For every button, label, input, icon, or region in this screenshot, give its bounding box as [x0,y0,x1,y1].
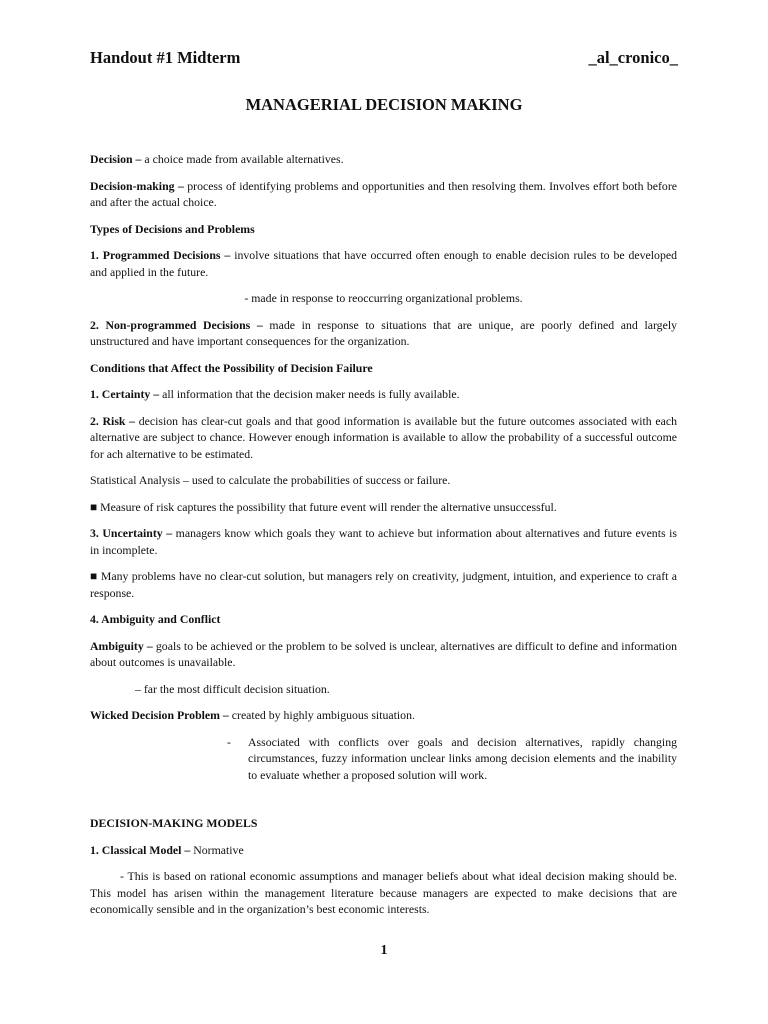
document-body [90,151,677,928]
item-uncertainty [90,525,677,558]
item-programmed-decisions [90,247,677,280]
bullet-measure-of-risk: ■ Measure of risk captures the possibility that future event will render the alternative unsuccessful. [90,499,557,514]
page-title: MANAGERIAL DECISION MAKING [245,95,523,114]
term: 1. Programmed Decisions – [90,248,231,262]
definition: managers know which goals they want to achieve but information about alternatives and future events is in incomplete. [90,526,677,557]
definition: goals to be achieved or the problem to be solved is unclear, alternatives are difficult to define and information about outcomes is unavailable. [90,638,677,669]
term: Ambiguity – [90,638,153,653]
definition: created by highly ambiguous situation. [228,708,415,722]
term: Wicked Decision Problem – [90,708,229,722]
programmed-note: - made in response to reoccurring organizational problems. [244,291,523,305]
item-ambiguity-conflict: 4. Ambiguity and Conflict [90,612,221,626]
definition-ambiguity [90,638,677,671]
term: Decision – [90,152,142,166]
section-heading-conditions: Conditions that Affect the Possibility of Decision Failure [90,360,373,375]
term: 2. Risk – [90,413,136,428]
item-risk [90,413,677,463]
page-number: 1 [380,943,388,958]
definition: all information that the decision maker needs is fully available. [159,387,460,401]
statistical-analysis: Statistical Analysis – used to calculate the probabilities of success or failure. [90,473,451,487]
term: 2. Non-programmed Decisions – [90,317,263,332]
detail-text: Associated with conflicts over goals and decision alternatives, rapidly changing circumstances, fuzzy information unclear links among decision elements and the inability to evaluate whether a proposed solution will work. [248,734,677,782]
definition-decision [90,151,677,168]
definition: involve situations that have occurred often enough to enable decision rules to be developed and applied in the future. [90,248,677,279]
definition: Normative [190,842,244,857]
definition: a choice made from available alternatives. [141,152,344,166]
definition: made in response to situations that are unique, are poorly defined and largely unstructured and have important consequences for the organization. [90,317,677,348]
definition: process of identifying problems and opportunities and then resolving them. Involves effort both before and after the actual choice. [90,178,677,209]
item-nonprogrammed-decisions [90,317,677,350]
term: 1. Classical Model – [90,842,191,857]
term: Decision-making – [90,178,184,193]
section-heading-types: Types of Decisions and Problems [90,221,255,236]
dash-marker: - [227,734,231,749]
header-title: Handout #1 Midterm [90,48,241,67]
item-classical-model [90,842,677,859]
header-author: _al_cronico_ [588,48,678,67]
ambiguity-note: – far the most difficult decision situation. [135,681,330,696]
definition-wicked-problem [90,707,677,724]
definition-decision-making [90,178,677,211]
item-certainty [90,386,677,403]
classical-model-description: - This is based on rational economic assumptions and manager beliefs about what ideal decision making should be. This model has arisen within the management literature because managers are expected to make decisions that are economically sensible and in the organization’s best economic interests. [90,869,677,916]
definition: decision has clear-cut goals and that good information is available but the future outcomes associated with each alternative are subject to chance. However enough information is available to allow the probability of a successful outcome for ach alternative to be estimated. [90,413,677,461]
term: 1. Certainty – [90,387,160,401]
bullet-many-problems: ■ Many problems have no clear-cut solution, but managers rely on creativity, judgment, intuition, and experience to craft a response. [90,569,677,600]
section-heading-models: DECISION-MAKING MODELS [90,816,258,830]
term: 3. Uncertainty – [90,526,173,540]
wicked-problem-detail [90,734,677,784]
